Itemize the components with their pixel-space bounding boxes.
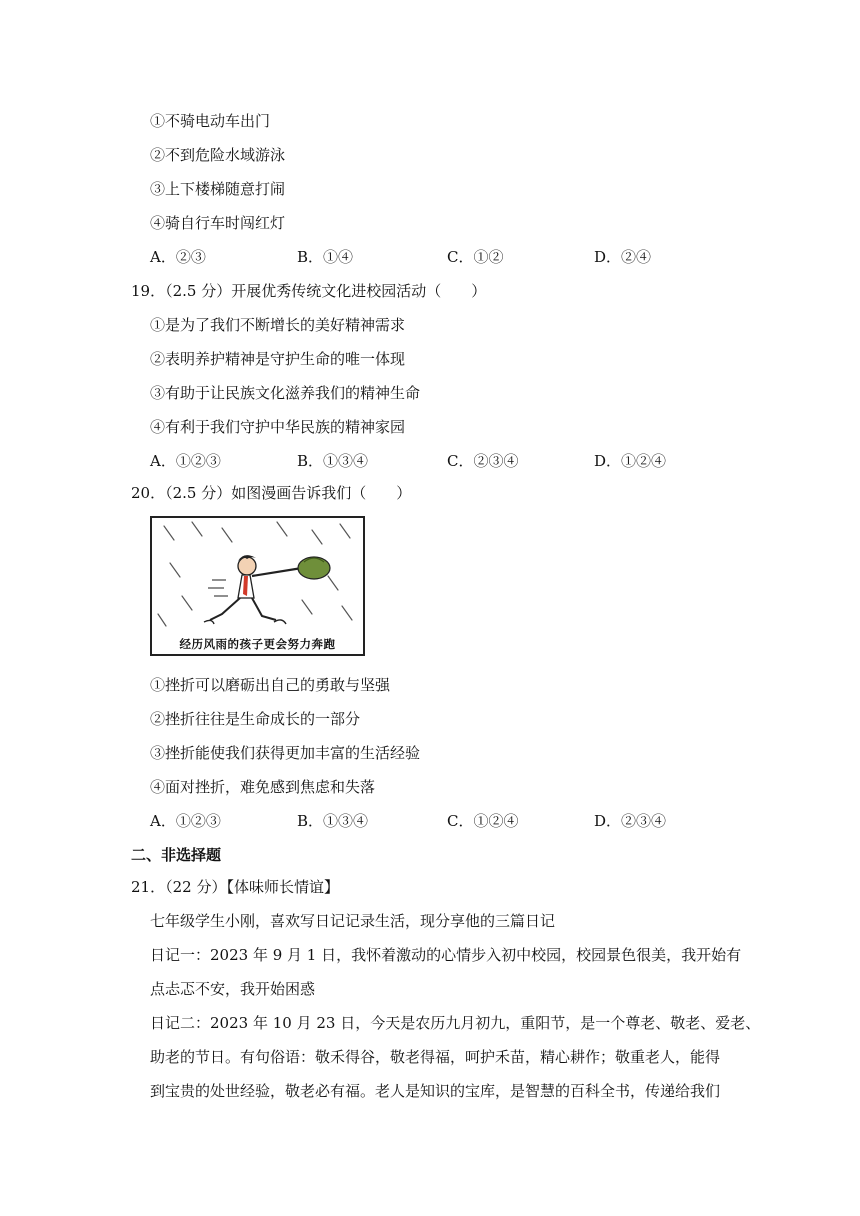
q19-item-2: ②表明养护精神是守护生命的唯一体现 [150,350,406,368]
q20-option-c: C．①②④ [447,812,519,830]
q18-option-d: D．②④ [594,248,652,266]
q18-option-b: B．①④ [297,248,354,266]
q21-line-5: 助老的节日。有句俗语：敬禾得谷，敬老得福，呵护禾苗，精心耕作；敬重老人，能得 [150,1048,721,1066]
q19-option-c: C．②③④ [447,452,519,470]
q18-option-a: A．②③ [150,248,206,266]
q20-item-3: ③挫折能使我们获得更加丰富的生活经验 [150,744,421,762]
q20-item-4: ④面对挫折，难免感到焦虑和失落 [150,778,376,796]
q20-option-a: A．①②③ [150,812,221,830]
cartoon-image [150,516,365,656]
q21-stem: 21．（22 分）【体味师长情谊】 [131,878,339,896]
q21-line-1: 七年级学生小刚，喜欢写日记记录生活，现分享他的三篇日记 [150,912,556,930]
q19-stem: 19．（2.5 分）开展优秀传统文化进校园活动（ ） [131,282,487,300]
q20-option-b: B．①③④ [297,812,369,830]
q21-line-6: 到宝贵的处世经验，敬老必有福。老人是知识的宝库，是智慧的百科全书，传递给我们 [150,1082,721,1100]
q21-line-3: 点忐忑不安，我开始困惑 [150,980,316,998]
q18-item-4: ④骑自行车时闯红灯 [150,214,286,232]
cartoon-drawing [152,518,363,636]
cartoon-caption: 经历风雨的孩子更会努力奔跑 [179,637,336,651]
q21-line-4: 日记二：2023 年 10 月 23 日，今天是农历九月初九，重阳节，是一个尊老、敬老、爱老、 [150,1014,761,1032]
q20-option-d: D．②③④ [594,812,667,830]
q19-option-d: D．①②④ [594,452,667,470]
q18-item-1: ①不骑电动车出门 [150,112,271,130]
q20-stem: 20．（2.5 分）如图漫画告诉我们（ ） [131,484,412,502]
q19-option-a: A．①②③ [150,452,221,470]
q19-item-1: ①是为了我们不断增长的美好精神需求 [150,316,406,334]
section-title: 二、非选择题 [131,846,222,864]
q18-option-c: C．①② [447,248,504,266]
q20-item-2: ②挫折往往是生命成长的一部分 [150,710,361,728]
q18-item-2: ②不到危险水域游泳 [150,146,286,164]
q21-line-2: 日记一：2023 年 9 月 1 日，我怀着激动的心情步入初中校园，校园景色很美，我开始有 [150,946,742,964]
q19-item-3: ③有助于让民族文化滋养我们的精神生命 [150,384,421,402]
q18-item-3: ③上下楼梯随意打闹 [150,180,286,198]
q19-option-b: B．①③④ [297,452,369,470]
q20-item-1: ①挫折可以磨砺出自己的勇敢与坚强 [150,676,391,694]
q19-item-4: ④有利于我们守护中华民族的精神家园 [150,418,406,436]
